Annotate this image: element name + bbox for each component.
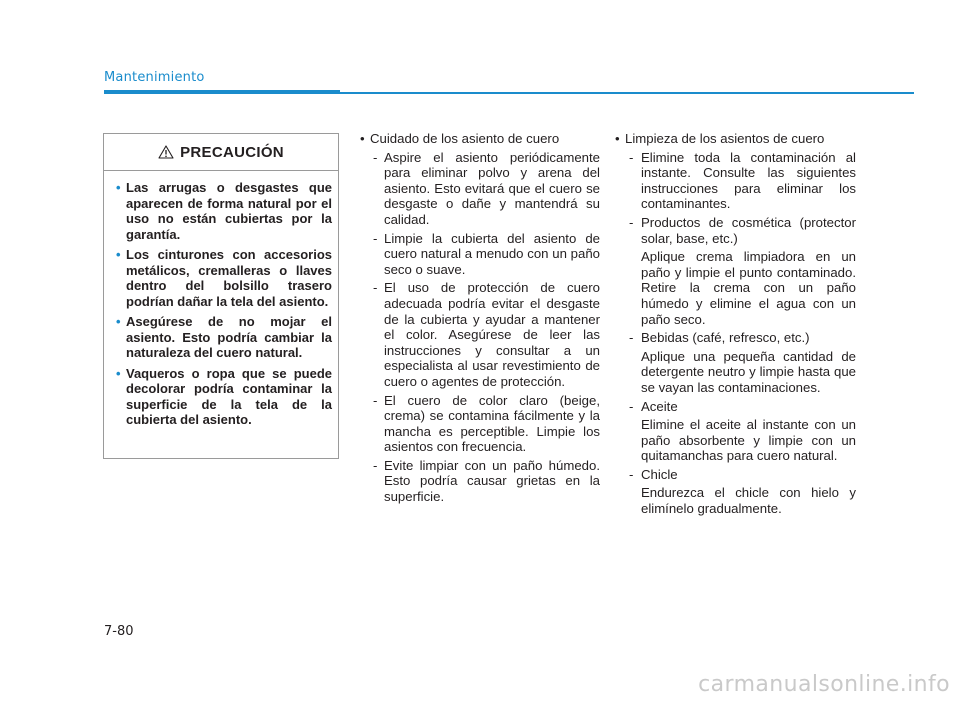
cleaning-note: Aplique crema limpiadora en un paño y limpie el punto contaminado. Retire la crema con un paño húmedo y elimine el agua con un paño seco.	[641, 249, 856, 327]
leather-care-item: - Aspire el asiento periódicamente para eliminar polvo y arena del asiento. Esto evitará que el cuero se desgaste o dañe y mantendrá su calidad.	[373, 149, 600, 227]
leather-cleaning-column	[613, 131, 856, 520]
cleaning-item: - Productos de cosmética (protector solar, base, etc.)	[629, 214, 856, 246]
cleaning-item: - Chicle	[629, 466, 678, 482]
leather-care-item: - El cuero de color claro (beige, crema) se contamina fácilmente y la mancha es perceptible. Limpie los asientos con frecuencia.	[373, 392, 600, 455]
cleaning-note: Endurezca el chicle con hielo y elimínelo gradualmente.	[641, 485, 856, 517]
header-rule-thin	[340, 92, 914, 94]
leather-care-column	[358, 131, 600, 508]
caution-box	[103, 133, 339, 459]
leather-cleaning-heading: • Limpieza de los asientos de cuero	[615, 131, 825, 146]
cleaning-note: Aplique una pequeña cantidad de detergente neutro y limpie hasta que se vayan las contaminaciones.	[641, 348, 856, 395]
leather-care-item: - Limpie la cubierta del asiento de cuero natural a menudo con un paño seco o suave.	[373, 230, 600, 277]
cleaning-item: - Elimine toda la contaminación al instante. Consulte las siguientes instrucciones para eliminar los contaminantes.	[629, 149, 856, 212]
caution-item: • Las arrugas o desgastes que aparecen de forma natural por el uso no están cubiertas por la garantía.	[116, 180, 332, 242]
caution-item: • Los cinturones con accesorios metálicos, cremalleras o llaves dentro del bolsillo trasero podrían dañar la tela del asiento.	[116, 247, 332, 309]
leather-care-heading: • Cuidado de los asiento de cuero	[360, 131, 560, 146]
warning-triangle-icon	[158, 145, 174, 159]
caution-title: PRECAUCIÓN	[180, 143, 284, 161]
caution-item: • Asegúrese de no mojar el asiento. Esto podría cambiar la naturaleza del cuero natural.	[116, 314, 332, 360]
caution-item: • Vaqueros o ropa que se puede decolorar podría contaminar la superficie de la tela de la cubierta del asiento.	[116, 365, 332, 427]
header-rule-thick	[104, 90, 340, 94]
cleaning-note: Elimine el aceite al instante con un paño absorbente y limpie con un quitamanchas para cuero natural.	[641, 417, 856, 464]
cleaning-item: - Aceite	[629, 398, 678, 414]
watermark: carmanualsonline.info	[698, 672, 950, 697]
leather-care-item: - El uso de protección de cuero adecuada podría evitar el desgaste de la cubierta y ayudar a mantener el color. Asegúrese de leer las instrucciones y consultar a un especialista al usar revestimiento de cuero o agentes de protección.	[373, 280, 600, 389]
cleaning-item: - Bebidas (café, refresco, etc.)	[629, 330, 810, 346]
caution-list	[104, 171, 338, 428]
page-number: 7-80	[104, 624, 134, 639]
caution-header	[104, 134, 338, 171]
section-title: Mantenimiento	[104, 70, 205, 85]
leather-care-item: - Evite limpiar con un paño húmedo. Esto podría causar grietas en la superficie.	[373, 457, 600, 505]
